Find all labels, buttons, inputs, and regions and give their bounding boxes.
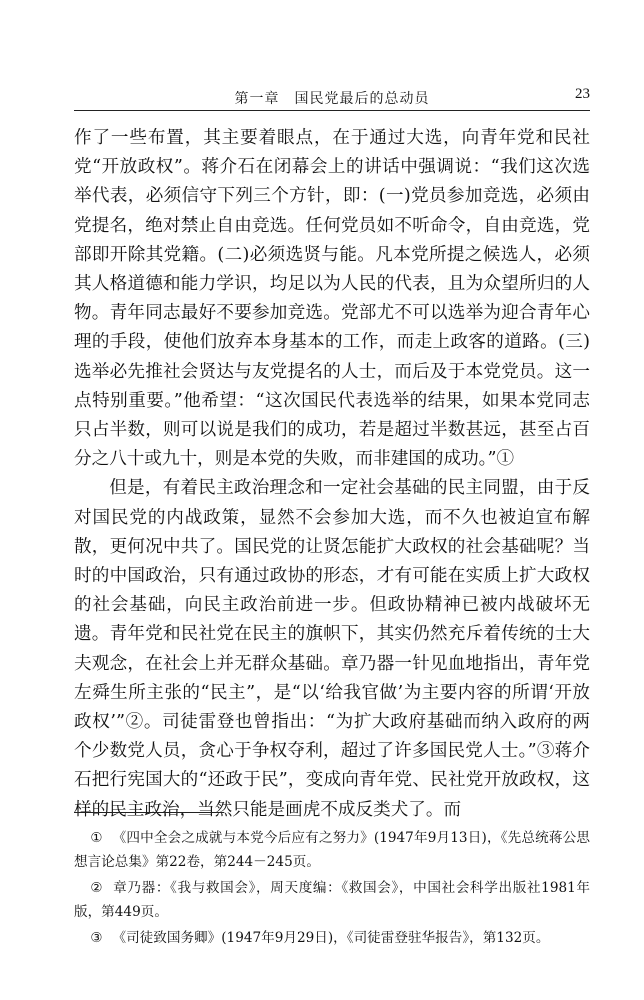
- footnote-text: 《司徒致国务卿》(1947年9月29日)，《司徒雷登驻华报告》，第132页。: [112, 930, 550, 946]
- footnote-divider: [74, 812, 224, 813]
- footnote-1: [74, 826, 590, 874]
- footnote-text: 章乃器：《我与救国会》，周天度编：《救国会》，中国社会科学出版社1981年版，第449页。: [74, 880, 590, 920]
- chapter-title: 第一章 国民党最后的总动员: [234, 91, 430, 107]
- footnote-text: 《四中全会之成就与本党今后应有之努力》(1947年9月13日)，《先总统蒋公思想言论总集》第22卷，第244－245页。: [74, 830, 590, 870]
- footnote-mark: ①: [90, 830, 103, 846]
- paragraph-continued: 作了一些布置，其主要着眼点，在于通过大选，向青年党和民社党“开放政权”。蒋介石在闭幕会上的讲话中强调说：“我们这次选举代表，必须信守下列三个方针，即：(一)党员参加竞选，必须由党提名，绝对禁止自由竞选。任何党员如不听命令，自由竞选，党部即开除其党籍。(二)必须选贤与能。凡本党所提之候选人，必须其人格道德和能力学识，均足以为人民的代表，且为众望所归的人物。青年同志最好不要参加竞选。党部尤不可以选举为迎合青年心理的手段，使他们放弃本身基本的工作，而走上政客的道路。(三)选举必先推社会贤达与友党提名的人士，而后及于本党党员。这一点特别重要。”他希望：“这次国民代表选举的结果，如果本党同志只占半数，则可以说是我们的成功，若是超过半数甚远，甚至占百分之八十或九十，则是本党的失败，而非建国的成功。”①: [74, 128, 590, 470]
- footnote-mark: ②: [90, 880, 104, 896]
- body-text: [74, 124, 590, 825]
- running-header: [74, 84, 590, 111]
- footnote-mark: ③: [90, 930, 103, 946]
- footnotes: [74, 826, 590, 952]
- footnote-2: [74, 876, 590, 924]
- paragraph: 但是，有着民主政治理念和一定社会基础的民主同盟，由于反对国民党的内战政策，显然不会参加大选，而不久也被迫宣布解散，更何况中共了。国民党的让贤怎能扩大政权的社会基础呢？当时的中国政治，只有通过政协的形态，才有可能在实质上扩大政权的社会基础，向民主政治前进一步。但政协精神已被内战破坏无遗。青年党和民社党在民主的旗帜下，其实仍然充斥着传统的士大夫观念，在社会上并无群众基础。章乃器一针见血地指出，青年党左舜生所主张的“民主”，是“以‘给我官做’为主要内容的所谓‘开放政权’”②。司徒雷登也曾指出：“为扩大政府基础而纳入政府的两个少数党人员，贪心于争权夺利，超过了许多国民党人士。”③蒋介石把行宪国大的“还政于民”，变成向青年党、民社党开放政权，这样的民主政治，当然只能是画虎不成反类犬了。而: [74, 478, 590, 820]
- page-number: 23: [575, 86, 590, 102]
- footnote-3: [74, 926, 590, 950]
